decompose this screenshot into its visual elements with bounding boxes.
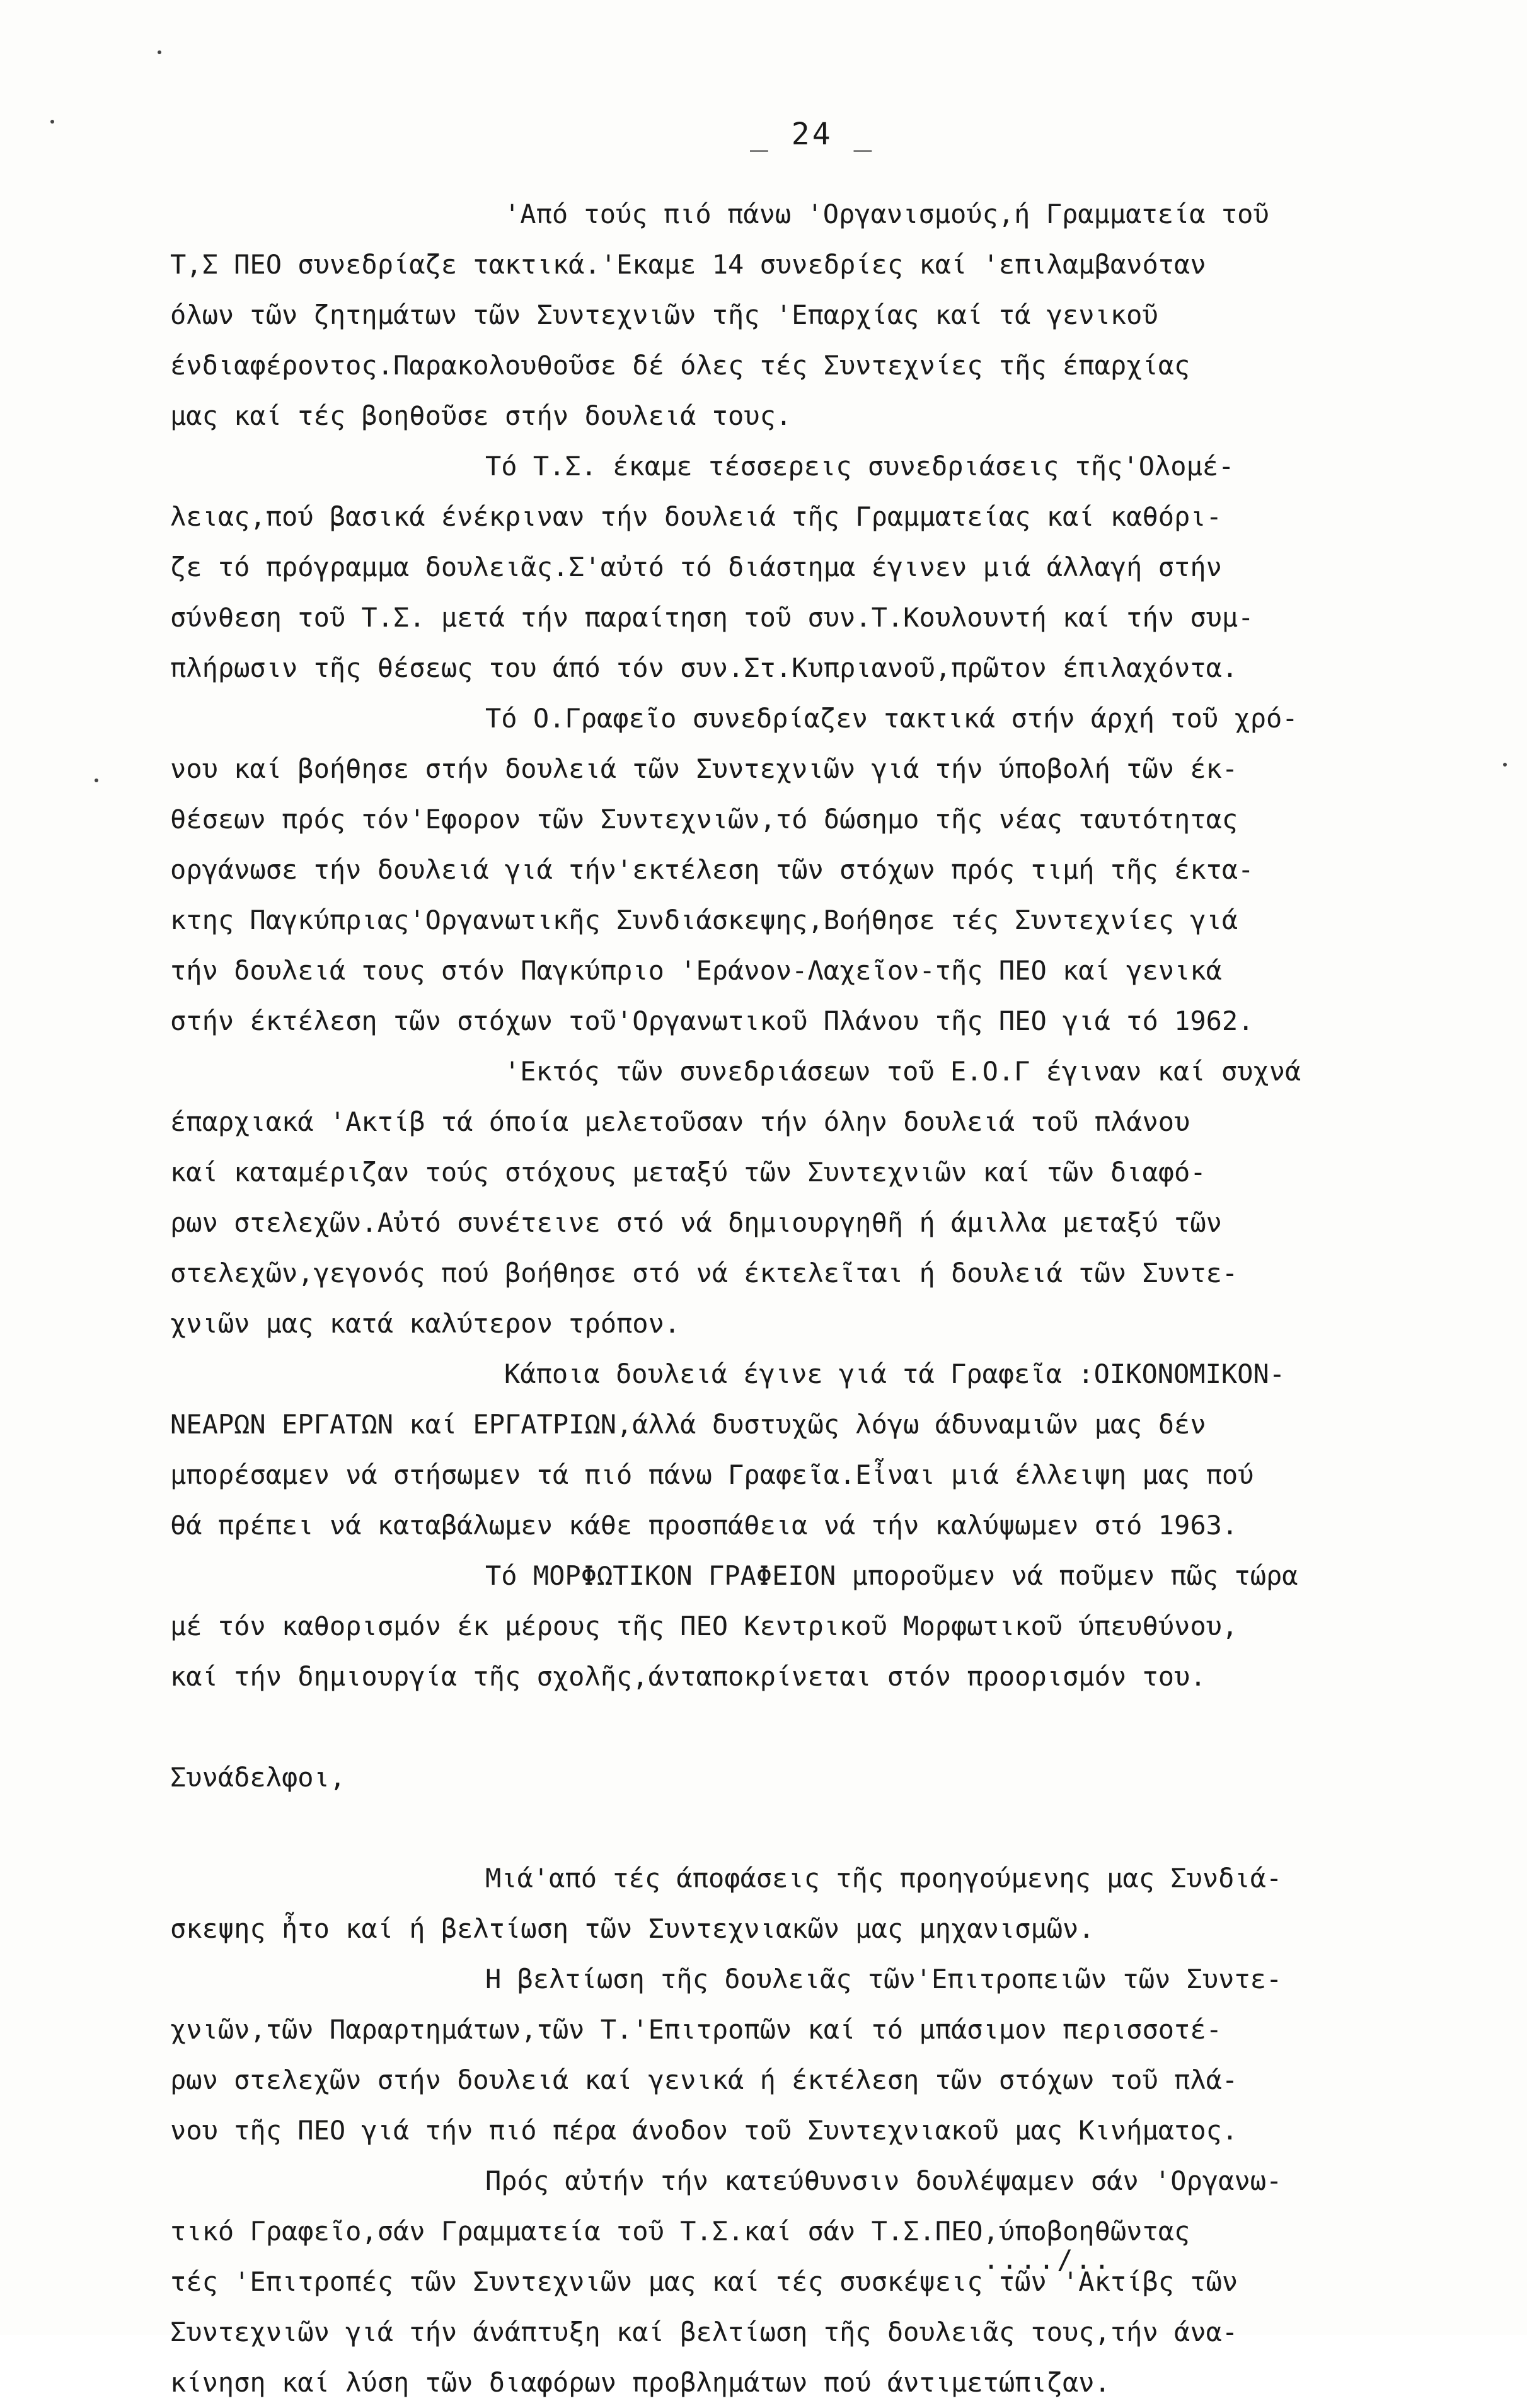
- text-line: τικό Γραφεῖο,σάν Γραμματεία τοῦ Τ.Σ.καί σάν Τ.Σ.ΠΕΟ,ύποβοηθῶντας: [170, 2216, 1190, 2247]
- text-line: θέσεων πρός τόν'Εφορον τῶν Συντεχνιῶν,τό δώσημο τῆς νέας ταυτότητας: [170, 804, 1238, 835]
- scan-speck: [158, 50, 161, 54]
- scan-speck: [1503, 763, 1507, 767]
- continuation-mark: ..../..: [983, 2244, 1113, 2275]
- text-line: μας καί τές βοηθοῦσε στήν δουλειά τους.: [170, 400, 792, 431]
- text-line: 'Εκτός τῶν συνεδριάσεων τοῦ Ε.Ο.Γ έγιναν καί συχνά: [504, 1056, 1301, 1087]
- text-line: 'Από τούς πιό πάνω 'Οργανισμούς,ή Γραμματεία τοῦ: [504, 199, 1269, 229]
- text-line: νου καί βοήθησε στήν δουλειά τῶν Συντεχνιῶν γιά τήν ύποβολή τῶν έκ-: [170, 753, 1238, 784]
- paragraph: [170, 1349, 1437, 1551]
- text-line: τές 'Επιτροπές τῶν Συντεχνιῶν μας καί τές συσκέψεις τῶν 'Ακτίβς τῶν: [170, 2266, 1238, 2297]
- paragraph: [170, 1853, 1437, 1954]
- text-line: πλήρωσιν τῆς θέσεως του άπό τόν συν.Στ.Κυπριανοῦ,πρῶτον έπιλαχόντα.: [170, 652, 1238, 683]
- text-line: όλων τῶν ζητημάτων τῶν Συντεχνιῶν τῆς 'Επαρχίας καί τά γενικοῦ: [170, 299, 1158, 330]
- text-line: Κάποια δουλειά έγινε γιά τά Γραφεῖα :ΟΙΚΟΝΟΜΙΚΟΝ-: [504, 1358, 1286, 1389]
- text-line: σύνθεση τοῦ Τ.Σ. μετά τήν παραίτηση τοῦ συν.Τ.Κουλουντή καί τήν συμ-: [170, 602, 1254, 633]
- paragraph: [170, 2156, 1437, 2408]
- text-line: κίνηση καί λύση τῶν διαφόρων προβλημάτων πού άντιμετώπιζαν.: [170, 2367, 1110, 2398]
- paragraph: [170, 1551, 1437, 1702]
- text-line: μπορέσαμεν νά στήσωμεν τά πιό πάνω Γραφεῖα.Εἶναι μιά έλλειψη μας πού: [170, 1459, 1254, 1490]
- text-line: τήν δουλειά τους στόν Παγκύπριο 'Εράνον-Λαχεῖον-τῆς ΠΕΟ καί γενικά: [170, 955, 1222, 986]
- paragraph: [170, 441, 1437, 693]
- page-number: _ 24 _: [750, 117, 875, 152]
- text-line: νου τῆς ΠΕΟ γιά τήν πιό πέρα άνοδον τοῦ Συντεχνιακοῦ μας Κινήματος.: [170, 2115, 1238, 2146]
- text-line: χνιῶν,τῶν Παραρτημάτων,τῶν Τ.'Επιτροπῶν καί τό μπάσιμον περισσοτέ-: [170, 2014, 1222, 2045]
- salutation: Συνάδελφοι,: [170, 1762, 346, 1793]
- paragraph: [170, 693, 1437, 1046]
- text-line: Τό Τ.Σ. έκαμε τέσσερεις συνεδριάσεις τῆς'Ολομέ-: [485, 451, 1235, 482]
- text-line: ένδιαφέροντος.Παρακολουθοῦσε δέ όλες τές Συντεχνίες τῆς έπαρχίας: [170, 350, 1190, 381]
- text-line: μέ τόν καθορισμόν έκ μέρους τῆς ΠΕΟ Κεντρικοῦ Μορφωτικοῦ ύπευθύνου,: [170, 1611, 1238, 1641]
- text-line: στελεχῶν,γεγονός πού βοήθησε στό νά έκτελεῖται ή δουλειά τῶν Συντε-: [170, 1258, 1238, 1288]
- text-line: Πρός αὐτήν τήν κατεύθυνσιν δουλέψαμεν σάν 'Οργανω-: [485, 2165, 1282, 2196]
- document-body: [170, 189, 1437, 2408]
- text-line: ΝΕΑΡΩΝ ΕΡΓΑΤΩΝ καί ΕΡΓΑΤΡΙΩΝ,άλλά δυστυχῶς λόγω άδυναμιῶν μας δέν: [170, 1409, 1206, 1440]
- text-line: Συντεχνιῶν γιά τήν άνάπτυξη καί βελτίωση τῆς δουλειᾶς τους,τήν άνα-: [170, 2317, 1238, 2347]
- paragraph: [170, 1046, 1437, 1349]
- scan-speck: [50, 120, 54, 124]
- text-line: καί καταμέριζαν τούς στόχους μεταξύ τῶν Συντεχνιῶν καί τῶν διαφό-: [170, 1157, 1206, 1188]
- text-line: ζε τό πρόγραμμα δουλειᾶς.Σ'αὐτό τό διάστημα έγινεν μιά άλλαγή στήν: [170, 552, 1222, 582]
- text-line: Τό Ο.Γραφεῖο συνεδρίαζεν τακτικά στήν άρχή τοῦ χρό-: [485, 703, 1298, 734]
- text-line: στήν έκτέλεση τῶν στόχων τοῦ'Οργανωτικοῦ Πλάνου τῆς ΠΕΟ γιά τό 1962.: [170, 1005, 1254, 1036]
- text-line: σκεψης ἦτο καί ή βελτίωση τῶν Συντεχνιακῶν μας μηχανισμῶν.: [170, 1913, 1095, 1944]
- text-line: κτης Παγκύπριας'Οργανωτικῆς Συνδιάσκεψης,Βοήθησε τές Συντεχνίες γιά: [170, 905, 1238, 935]
- text-line: Μιά'από τές άποφάσεις τῆς προηγούμενης μας Συνδιά-: [485, 1863, 1282, 1894]
- blank-line: [170, 1702, 1437, 1752]
- scan-speck: [95, 779, 98, 782]
- text-line: έπαρχιακά 'Ακτίβ τά όποία μελετοῦσαν τήν όλην δουλειά τοῦ πλάνου: [170, 1106, 1190, 1137]
- text-line: χνιῶν μας κατά καλύτερον τρόπον.: [170, 1308, 681, 1339]
- text-line: λειας,πού βασικά ένέκριναν τήν δουλειά τῆς Γραμματείας καί καθόρι-: [170, 501, 1222, 532]
- text-line: Τό ΜΟΡΦΩΤΙΚΟΝ ΓΡΑΦΕΙΟΝ μποροῦμεν νά ποῦμεν πῶς τώρα: [485, 1560, 1298, 1591]
- text-line: ρων στελεχῶν.Αὐτό συνέτεινε στό νά δημιουργηθῆ ή άμιλλα μεταξύ τῶν: [170, 1207, 1222, 1238]
- text-line: θά πρέπει νά καταβάλωμεν κάθε προσπάθεια νά τήν καλύψωμεν στό 1963.: [170, 1510, 1238, 1541]
- text-line: ρων στελεχῶν στήν δουλειά καί γενικά ή έκτέλεση τῶν στόχων τοῦ πλά-: [170, 2064, 1238, 2095]
- paragraph: [170, 189, 1437, 441]
- text-line: Τ,Σ ΠΕΟ συνεδρίαζε τακτικά.'Εκαμε 14 συνεδρίες καί 'επιλαμβανόταν: [170, 249, 1206, 280]
- text-line: Η βελτίωση τῆς δουλειᾶς τῶν'Επιτροπειῶν τῶν Συντε-: [485, 1964, 1282, 1994]
- paragraph: [170, 1954, 1437, 2156]
- text-line: καί τήν δημιουργία τῆς σχολῆς,άνταποκρίνεται στόν προορισμόν του.: [170, 1661, 1206, 1692]
- text-line: οργάνωσε τήν δουλειά γιά τήν'εκτέλεση τῶν στόχων πρός τιμή τῆς έκτα-: [170, 854, 1254, 885]
- blank-line: [170, 1803, 1437, 1853]
